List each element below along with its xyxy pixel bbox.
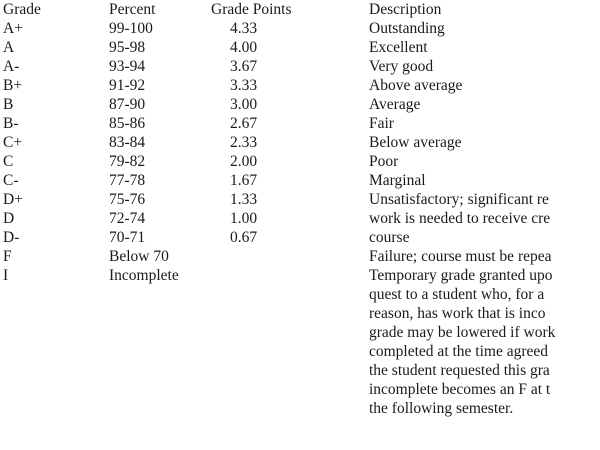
- header-percent: Percent: [109, 1, 156, 18]
- table-row: [0, 152, 600, 171]
- description-cell: completed at the time agreed: [369, 343, 549, 360]
- description-cell: the student requested this gra: [369, 362, 550, 379]
- table-row: [0, 209, 600, 228]
- table-row: [0, 19, 600, 38]
- table-row: [0, 114, 600, 133]
- grade-points-cell: 4.00: [230, 39, 258, 56]
- description-cell: the following semester.: [369, 400, 514, 417]
- description-cell: work is needed to receive cre: [369, 210, 551, 227]
- percent-cell: 77-78: [109, 172, 146, 189]
- percent-cell: 83-84: [109, 134, 146, 151]
- grade-points-cell: 2.67: [230, 115, 258, 132]
- grade-points-cell: 3.00: [230, 96, 258, 113]
- table-row: [0, 38, 600, 57]
- percent-cell: 91-92: [109, 77, 146, 94]
- grade-cell: C+: [3, 134, 23, 151]
- header-grade-points: Grade Points: [211, 1, 292, 18]
- grade-cell: F: [3, 248, 12, 265]
- description-cell: grade may be lowered if work: [369, 324, 556, 341]
- grade-cell: I: [3, 267, 9, 284]
- grade-cell: C-: [3, 172, 19, 189]
- grade-points-cell: 2.00: [230, 153, 258, 170]
- percent-cell: 95-98: [109, 39, 146, 56]
- grade-points-cell: 4.33: [230, 20, 258, 37]
- percent-cell: 70-71: [109, 229, 146, 246]
- grade-points-cell: 3.33: [230, 77, 258, 94]
- description-cell: Very good: [369, 58, 434, 75]
- table-row: [0, 95, 600, 114]
- grade-cell: D-: [3, 229, 20, 246]
- percent-cell: 85-86: [109, 115, 146, 132]
- description-cell: Outstanding: [369, 20, 445, 37]
- grade-cell: D+: [3, 191, 23, 208]
- grade-points-cell: 1.67: [230, 172, 258, 189]
- percent-cell: Below 70: [109, 248, 169, 265]
- grade-points-cell: 2.33: [230, 134, 258, 151]
- header-description: Description: [369, 1, 442, 18]
- percent-cell: 75-76: [109, 191, 146, 208]
- description-cell: course: [369, 229, 410, 246]
- description-cell: Unsatisfactory; significant re: [369, 191, 549, 208]
- description-cell: Failure; course must be repea: [369, 248, 552, 265]
- grade-cell: B: [3, 96, 14, 113]
- grade-cell: B-: [3, 115, 19, 132]
- percent-cell: 87-90: [109, 96, 146, 113]
- percent-cell: 93-94: [109, 58, 146, 75]
- description-cell: Average: [369, 96, 421, 113]
- grade-points-cell: 3.67: [230, 58, 258, 75]
- description-cell: Poor: [369, 153, 399, 170]
- table-row: [0, 133, 600, 152]
- description-cell: quest to a student who, for a: [369, 286, 545, 303]
- description-cell: Marginal: [369, 172, 426, 189]
- description-cell: Temporary grade granted upo: [369, 267, 553, 284]
- table-row: [0, 171, 600, 190]
- description-cell: Below average: [369, 134, 462, 151]
- grade-points-cell: 1.00: [230, 210, 258, 227]
- percent-cell: 72-74: [109, 210, 146, 227]
- grade-cell: D: [3, 210, 15, 227]
- table-row: [0, 57, 600, 76]
- grade-cell: A+: [3, 20, 23, 37]
- percent-cell: Incomplete: [109, 267, 179, 284]
- grade-cell: B+: [3, 77, 23, 94]
- percent-cell: 99-100: [109, 20, 153, 37]
- table-header: [0, 0, 600, 19]
- grade-points-cell: 0.67: [230, 229, 258, 246]
- description-cell: Fair: [369, 115, 394, 132]
- description-cell: Excellent: [369, 39, 428, 56]
- table-row: [0, 228, 600, 247]
- grade-points-cell: 1.33: [230, 191, 258, 208]
- grade-cell: A-: [3, 58, 20, 75]
- header-grade: Grade: [3, 1, 41, 18]
- description-cell: incomplete becomes an F at t: [369, 381, 551, 398]
- description-cell: reason, has work that is inco: [369, 305, 546, 322]
- table-row: [0, 76, 600, 95]
- grade-cell: C: [3, 153, 14, 170]
- percent-cell: 79-82: [109, 153, 146, 170]
- grade-cell: A: [3, 39, 15, 56]
- description-cell: Above average: [369, 77, 463, 94]
